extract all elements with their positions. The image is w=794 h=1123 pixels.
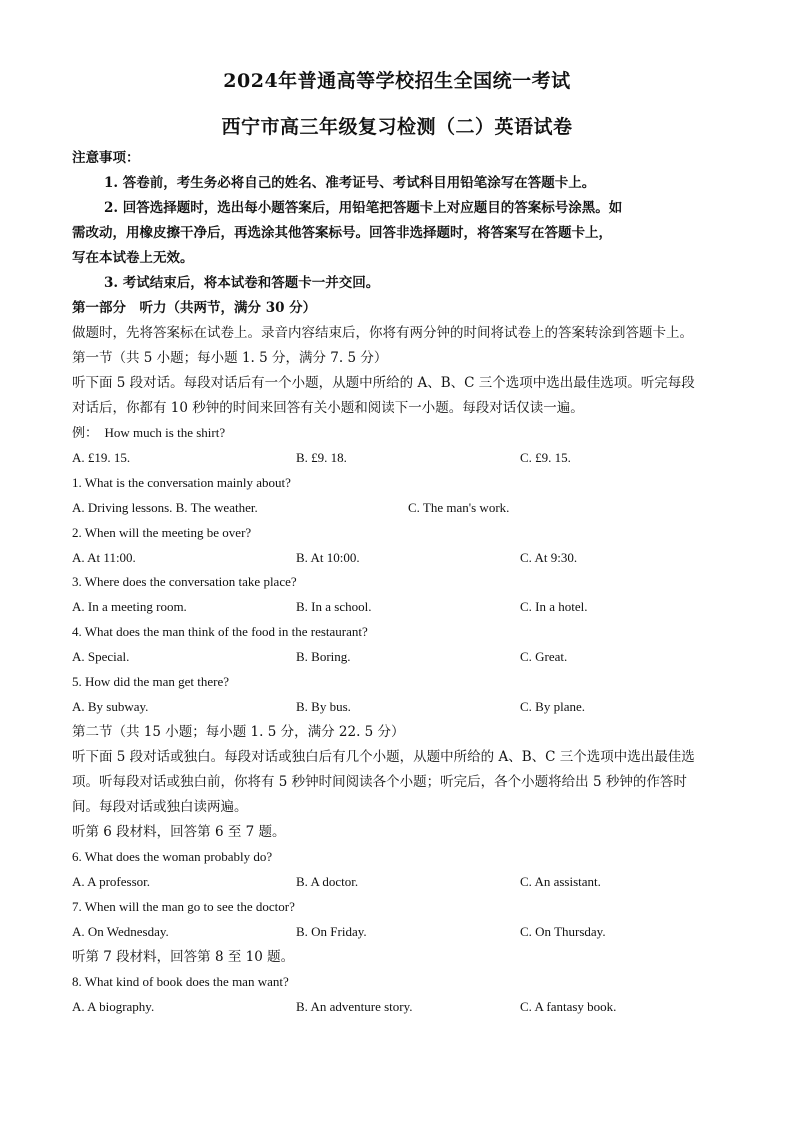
example-option-c: C. £9. 15.: [520, 450, 571, 465]
section2-heading: 第二节（共 15 小题；每小题 1. 5 分，满分 22. 5 分）: [72, 724, 405, 740]
question-5-option-a: A. By subway.: [72, 699, 149, 714]
example-option-b: B. £9. 18.: [296, 450, 347, 465]
question-8-option-a: A. A biography.: [72, 999, 155, 1014]
part1-heading: 第一部分 听力（共两节，满分 30 分）: [72, 300, 317, 316]
question-6-option-a: A. A professor.: [72, 874, 150, 889]
question-2-option-a: A. At 11:00.: [72, 550, 136, 565]
question-5: 5. How did the man get there?: [72, 674, 230, 689]
question-3-option-a: A. In a meeting room.: [72, 599, 187, 614]
question-7-option-b: B. On Friday.: [296, 924, 367, 939]
section1-instruction-line-1: 听下面 5 段对话。每段对话后有一个小题，从题中所给的 A、B、C 三个选项中选出最佳选项。听完每段: [72, 375, 695, 391]
question-3-option-c: C. In a hotel.: [520, 599, 588, 614]
section2-instruction-line-1: 听下面 5 段对话或独白。每段对话或独白后有几个小题，从题中所给的 A、B、C 三个选项中选出最佳选: [72, 749, 695, 765]
question-7: 7. When will the man go to see the doctor?: [72, 899, 295, 914]
question-1: 1. What is the conversation mainly about?: [72, 475, 291, 490]
section1-heading: 第一节（共 5 小题；每小题 1. 5 分，满分 7. 5 分）: [72, 350, 388, 366]
question-2: 2. When will the meeting be over?: [72, 525, 252, 540]
question-7-option-a: A. On Wednesday.: [72, 924, 169, 939]
question-4-option-a: A. Special.: [72, 649, 130, 664]
question-7-option-c: C. On Thursday.: [520, 924, 606, 939]
question-8-option-c: C. A fantasy book.: [520, 999, 617, 1014]
notice-item-1: 1. 答卷前，考生务必将自己的姓名、准考证号、考试科目用铅笔涂写在答题卡上。: [104, 175, 596, 191]
exam-subtitle: 西宁市高三年级复习检测（二）英语试卷: [221, 116, 573, 138]
section1-instruction-line-2: 对话后，你都有 10 秒钟的时间来回答有关小题和阅读下一小题。每段对话仅读一遍。: [72, 400, 584, 416]
exam-title: 2024年普通高等学校招生全国统一考试: [223, 70, 571, 92]
part1-intro: 做题时，先将答案标在试卷上。录音内容结束后，你将有两分钟的时间将试卷上的答案转涂到答题卡上。: [72, 325, 693, 341]
example-option-a: A. £19. 15.: [72, 450, 131, 465]
section2-instruction-line-2: 项。听每段对话或独白前，你将有 5 秒钟时间阅读各个小题；听完后，各个小题将给出 5 秒钟的作答时: [72, 774, 687, 790]
question-8-option-b: B. An adventure story.: [296, 999, 413, 1014]
question-8: 8. What kind of book does the man want?: [72, 974, 289, 989]
question-2-option-b: B. At 10:00.: [296, 550, 360, 565]
question-4-option-c: C. Great.: [520, 649, 568, 664]
notice-item-2-line-2: 需改动，用橡皮擦干净后，再选涂其他答案标号。回答非选择题时，将答案写在答题卡上，: [72, 225, 612, 241]
question-4-option-b: B. Boring.: [296, 649, 351, 664]
question-3-option-b: B. In a school.: [296, 599, 372, 614]
question-4: 4. What does the man think of the food in the restaurant?: [72, 624, 368, 639]
section2-instruction-line-3: 间。每段对话或独白读两遍。: [72, 799, 248, 815]
example-question: 例： How much is the shirt?: [72, 425, 226, 440]
question-6: 6. What does the woman probably do?: [72, 849, 273, 864]
question-6-option-c: C. An assistant.: [520, 874, 601, 889]
question-6-option-b: B. A doctor.: [296, 874, 359, 889]
material-7-heading: 听第 7 段材料，回答第 8 至 10 题。: [72, 949, 295, 965]
question-5-option-c: C. By plane.: [520, 699, 585, 714]
notice-item-2-line-1: 2. 回答选择题时，选出每小题答案后，用铅笔把答题卡上对应题目的答案标号涂黑。如: [104, 200, 623, 216]
notice-heading: 注意事项：: [72, 150, 140, 166]
question-3: 3. Where does the conversation take place?: [72, 574, 297, 589]
question-1-options-a-b: A. Driving lessons. B. The weather.: [72, 500, 258, 515]
question-5-option-b: B. By bus.: [296, 699, 351, 714]
question-2-option-c: C. At 9:30.: [520, 550, 578, 565]
material-6-heading: 听第 6 段材料，回答第 6 至 7 题。: [72, 824, 286, 840]
notice-item-2-line-3: 写在本试卷上无效。: [72, 250, 194, 266]
question-1-option-c: C. The man's work.: [408, 500, 510, 515]
notice-item-3: 3. 考试结束后，将本试卷和答题卡一并交回。: [104, 275, 380, 291]
